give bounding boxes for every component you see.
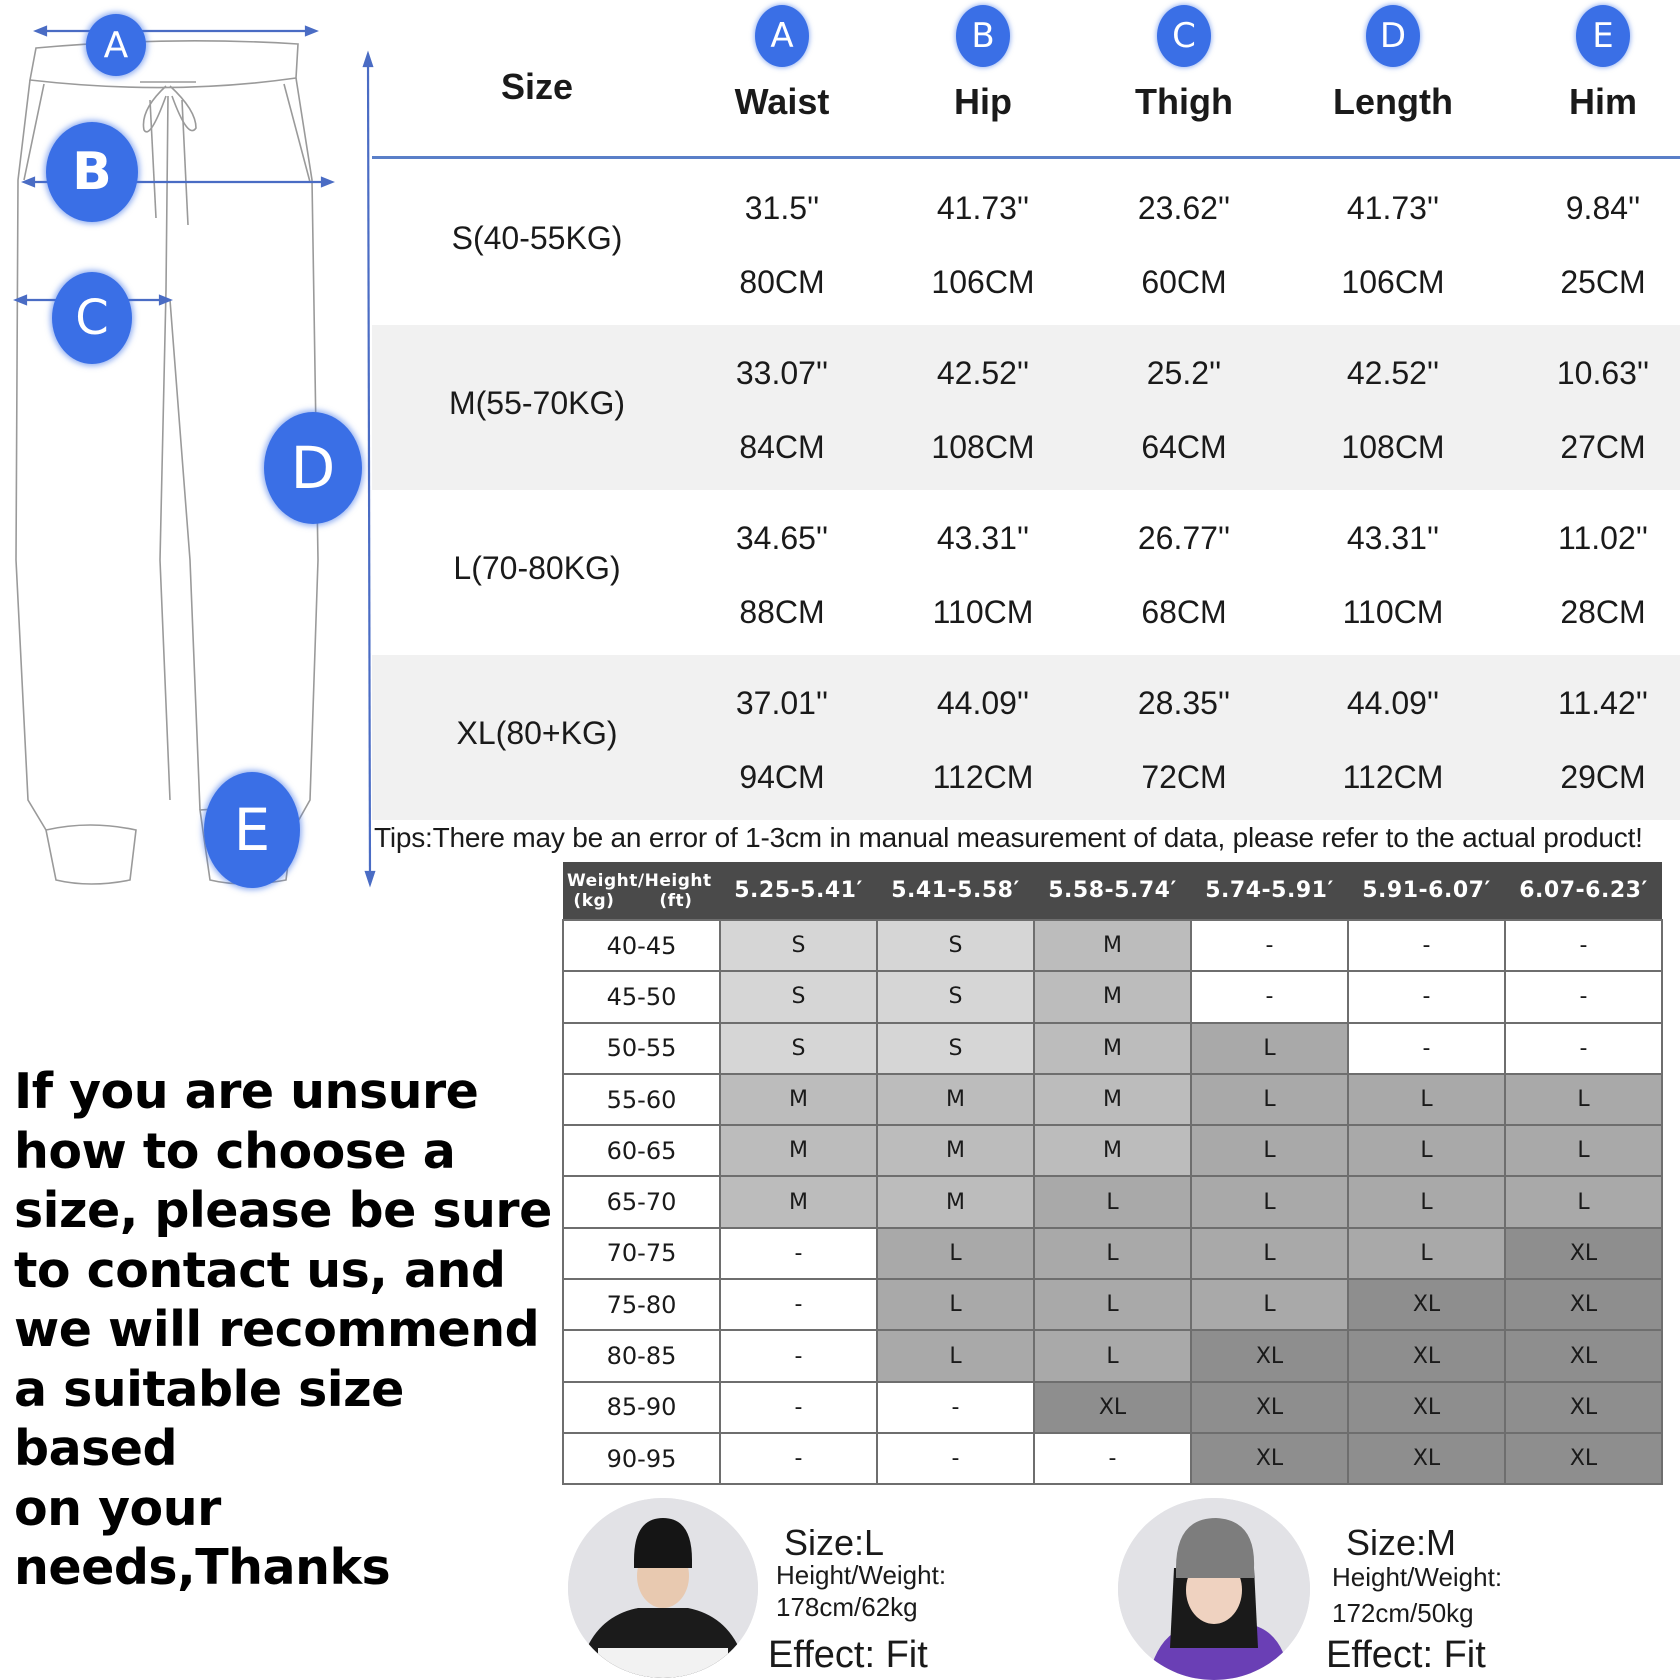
inch-value: 42.52'': [1346, 355, 1440, 391]
inch-value: 11.02'': [1558, 520, 1648, 556]
grid-row: [563, 1279, 1662, 1330]
weight-range: 55-60: [563, 1074, 720, 1125]
cm-value: 64CM: [1141, 429, 1227, 465]
size-cell: L: [1034, 1228, 1191, 1279]
size-cell: L: [877, 1279, 1034, 1330]
corner-top: Weight/Height: [567, 870, 712, 891]
inch-value: 10.63'': [1556, 355, 1650, 391]
model-size: Size:M: [1346, 1522, 1457, 1563]
grid-row: [563, 1382, 1662, 1433]
marker-c-badge: C: [52, 272, 132, 364]
size-cell: XL: [1348, 1433, 1505, 1484]
notice-line: on your needs,Thanks: [14, 1479, 391, 1596]
size-cell: L: [1191, 1125, 1348, 1176]
size-cell: -: [1348, 971, 1505, 1022]
size-cell: S: [877, 971, 1034, 1022]
hem-badge: E: [1576, 5, 1630, 67]
weight-range: 90-95: [563, 1433, 720, 1484]
grid-body: [563, 920, 1662, 1484]
cm-value: 68CM: [1141, 594, 1227, 630]
row-label: XL(80+KG): [456, 715, 618, 751]
weight-range: 45-50: [563, 971, 720, 1022]
inch-value: 34.65'': [735, 520, 829, 556]
inch-value: 42.52'': [936, 355, 1030, 391]
size-cell: -: [1348, 1023, 1505, 1074]
column-hem: [1503, 0, 1680, 123]
size-cell: -: [1505, 920, 1662, 971]
cm-value: 88CM: [739, 594, 825, 630]
row-label: L(70-80KG): [453, 550, 621, 586]
notice-line: size, please be sure: [14, 1182, 552, 1239]
size-cell: M: [1034, 920, 1191, 971]
model-card-female: [1118, 1498, 1558, 1680]
row-label: M(55-70KG): [448, 385, 626, 421]
inch-value: 11.42'': [1558, 685, 1648, 721]
size-cell: L: [1348, 1228, 1505, 1279]
grid-row: [563, 971, 1662, 1022]
cm-value: 28CM: [1560, 594, 1646, 630]
kg-unit: (kg): [573, 890, 615, 911]
measurement-tips: Tips:There may be an error of 1-3cm in manual measurement of data, please refer to the actual product!: [374, 822, 1643, 853]
size-cell: XL: [1505, 1228, 1662, 1279]
size-cell: L: [1348, 1074, 1505, 1125]
measurements-header: [372, 0, 1680, 160]
measurement-row-m: [372, 325, 1680, 490]
size-cell: M: [720, 1125, 877, 1176]
corner-units: [567, 891, 720, 911]
cm-value: 108CM: [1341, 429, 1445, 465]
size-cell: M: [1034, 971, 1191, 1022]
cm-value: 60CM: [1141, 264, 1227, 300]
size-cell: M: [720, 1074, 877, 1125]
size-cell: XL: [1191, 1330, 1348, 1381]
measurement-row-xl: [372, 655, 1680, 820]
size-recommendation-grid: [562, 862, 1663, 1485]
size-cell: L: [1191, 1228, 1348, 1279]
grid-row: [563, 1125, 1662, 1176]
height-column: 5.91-6.07′: [1348, 862, 1505, 920]
size-cell: -: [1505, 1023, 1662, 1074]
model-size: Size:L: [784, 1522, 885, 1563]
notice-line: how to choose a: [14, 1122, 456, 1180]
size-cell: -: [720, 1433, 877, 1484]
model-photo: [1118, 1498, 1310, 1680]
size-cell: -: [1191, 971, 1348, 1022]
cm-value: 110CM: [932, 594, 1034, 630]
size-cell: XL: [1505, 1433, 1662, 1484]
size-cell: S: [877, 920, 1034, 971]
size-cell: -: [720, 1330, 877, 1381]
inch-value: 44.09'': [936, 685, 1030, 721]
size-cell: XL: [1348, 1279, 1505, 1330]
grid-row: [563, 1176, 1662, 1227]
notice-line: a suitable size based: [14, 1360, 404, 1477]
cm-value: 108CM: [931, 429, 1035, 465]
size-cell: M: [1034, 1023, 1191, 1074]
inch-value: 26.77'': [1137, 520, 1231, 556]
inch-value: 23.62'': [1137, 190, 1231, 226]
column-hip: [883, 0, 1083, 123]
contact-notice: [14, 1062, 574, 1598]
size-cell: -: [720, 1279, 877, 1330]
cm-value: 72CM: [1141, 759, 1227, 795]
size-cell: M: [877, 1176, 1034, 1227]
cm-value: 106CM: [1341, 264, 1445, 300]
waist-badge: A: [755, 5, 809, 67]
person-icon: [568, 1498, 758, 1678]
grid-row: [563, 1433, 1662, 1484]
size-cell: L: [1034, 1330, 1191, 1381]
size-cell: L: [1191, 1074, 1348, 1125]
size-cell: XL: [1191, 1433, 1348, 1484]
size-column-header: Size: [500, 66, 574, 107]
size-cell: L: [1505, 1176, 1662, 1227]
size-cell: XL: [1034, 1382, 1191, 1433]
weight-range: 80-85: [563, 1330, 720, 1381]
row-label: S(40-55KG): [451, 220, 623, 256]
hem-label: Him: [1568, 81, 1637, 122]
size-cell: XL: [1505, 1279, 1662, 1330]
inch-value: 33.07'': [735, 355, 829, 391]
inch-value: 43.31'': [936, 520, 1030, 556]
measurement-row-l: [372, 490, 1680, 655]
column-thigh: [1084, 0, 1284, 123]
size-cell: L: [1191, 1279, 1348, 1330]
size-cell: -: [720, 1382, 877, 1433]
size-cell: S: [720, 1023, 877, 1074]
hip-badge: B: [956, 5, 1010, 67]
size-cell: L: [877, 1330, 1034, 1381]
height-column: 5.41-5.58′: [877, 862, 1034, 920]
height-column: 5.58-5.74′: [1034, 862, 1191, 920]
height-column: 5.74-5.91′: [1191, 862, 1348, 920]
size-cell: XL: [1505, 1330, 1662, 1381]
model-hw-label: Height/Weight:: [776, 1560, 947, 1590]
grid-header-row: [563, 862, 1662, 920]
model-hw-value: 178cm/62kg: [776, 1592, 918, 1622]
size-cell: S: [877, 1023, 1034, 1074]
size-cell: -: [1034, 1433, 1191, 1484]
cm-value: 25CM: [1560, 264, 1646, 300]
size-cell: XL: [1348, 1330, 1505, 1381]
person-icon: [1118, 1498, 1310, 1680]
inch-value: 41.73'': [936, 190, 1030, 226]
size-cell: L: [1191, 1023, 1348, 1074]
size-cell: M: [1034, 1074, 1191, 1125]
size-cell: M: [877, 1125, 1034, 1176]
cm-value: 84CM: [739, 429, 825, 465]
inch-value: 44.09'': [1346, 685, 1440, 721]
length-badge: D: [1366, 5, 1420, 67]
height-column: 5.25-5.41′: [720, 862, 877, 920]
height-column: 6.07-6.23′: [1505, 862, 1662, 920]
inch-value: 28.35'': [1137, 685, 1231, 721]
weight-range: 65-70: [563, 1176, 720, 1227]
notice-line: to contact us, and: [14, 1241, 506, 1299]
measurement-row-s: [372, 160, 1680, 325]
cm-value: 27CM: [1560, 429, 1646, 465]
inch-value: 25.2'': [1146, 355, 1222, 391]
model-hw-value: 172cm/50kg: [1332, 1598, 1474, 1628]
size-cell: -: [1505, 971, 1662, 1022]
cm-value: 110CM: [1342, 594, 1444, 630]
size-cell: L: [1505, 1125, 1662, 1176]
model-effect: Effect: Fit: [768, 1634, 928, 1676]
marker-b-badge: B: [46, 122, 138, 222]
thigh-badge: C: [1157, 5, 1211, 67]
size-cell: L: [1505, 1074, 1662, 1125]
size-cell: L: [1034, 1176, 1191, 1227]
pants-diagram: [0, 0, 380, 900]
grid-row: [563, 1023, 1662, 1074]
ft-unit: (ft): [659, 890, 693, 911]
size-cell: S: [720, 920, 877, 971]
marker-a-badge: A: [86, 14, 146, 76]
size-cell: -: [877, 1433, 1034, 1484]
inch-value: 31.5'': [744, 190, 820, 226]
model-photo: [568, 1498, 758, 1678]
size-cell: -: [877, 1382, 1034, 1433]
model-hw-label: Height/Weight:: [1332, 1562, 1503, 1592]
size-cell: XL: [1191, 1382, 1348, 1433]
hip-label: Hip: [954, 81, 1012, 122]
size-cell: -: [720, 1228, 877, 1279]
size-cell: L: [1348, 1176, 1505, 1227]
cm-value: 29CM: [1560, 759, 1646, 795]
size-cell: L: [1348, 1125, 1505, 1176]
marker-d-badge: D: [264, 412, 362, 524]
size-cell: S: [720, 971, 877, 1022]
header-divider: [372, 156, 1680, 159]
size-cell: M: [1034, 1125, 1191, 1176]
weight-range: 50-55: [563, 1023, 720, 1074]
model-card-male: [568, 1498, 988, 1680]
thigh-label: Thigh: [1135, 81, 1233, 122]
waist-label: Waist: [734, 81, 830, 122]
column-waist: [682, 0, 882, 123]
inch-value: 9.84'': [1565, 190, 1641, 226]
length-label: Length: [1333, 81, 1453, 122]
cm-value: 80CM: [739, 264, 825, 300]
weight-range: 60-65: [563, 1125, 720, 1176]
cm-value: 106CM: [931, 264, 1035, 300]
size-cell: M: [877, 1074, 1034, 1125]
size-cell: L: [877, 1228, 1034, 1279]
cm-value: 94CM: [739, 759, 825, 795]
measurements-table: [372, 0, 1680, 820]
inch-value: 41.73'': [1346, 190, 1440, 226]
weight-range: 85-90: [563, 1382, 720, 1433]
size-cell: XL: [1348, 1382, 1505, 1433]
size-cell: -: [1191, 920, 1348, 971]
grid-row: [563, 1228, 1662, 1279]
grid-corner-label: [563, 862, 720, 920]
cm-value: 112CM: [932, 759, 1034, 795]
size-cell: XL: [1505, 1382, 1662, 1433]
size-cell: -: [1348, 920, 1505, 971]
notice-line: If you are unsure: [14, 1063, 479, 1120]
grid-row: [563, 920, 1662, 971]
weight-range: 40-45: [563, 920, 720, 971]
inch-value: 43.31'': [1346, 520, 1440, 556]
weight-range: 70-75: [563, 1228, 720, 1279]
weight-range: 75-80: [563, 1279, 720, 1330]
marker-e-badge: E: [204, 772, 300, 888]
inch-value: 37.01'': [735, 685, 829, 721]
cm-value: 112CM: [1342, 759, 1444, 795]
grid-row: [563, 1330, 1662, 1381]
size-cell: L: [1034, 1279, 1191, 1330]
column-length: [1293, 0, 1493, 123]
size-cell: M: [720, 1176, 877, 1227]
grid-row: [563, 1074, 1662, 1125]
notice-line: we will recommend: [14, 1301, 540, 1358]
size-cell: L: [1191, 1176, 1348, 1227]
model-effect: Effect: Fit: [1326, 1634, 1486, 1676]
